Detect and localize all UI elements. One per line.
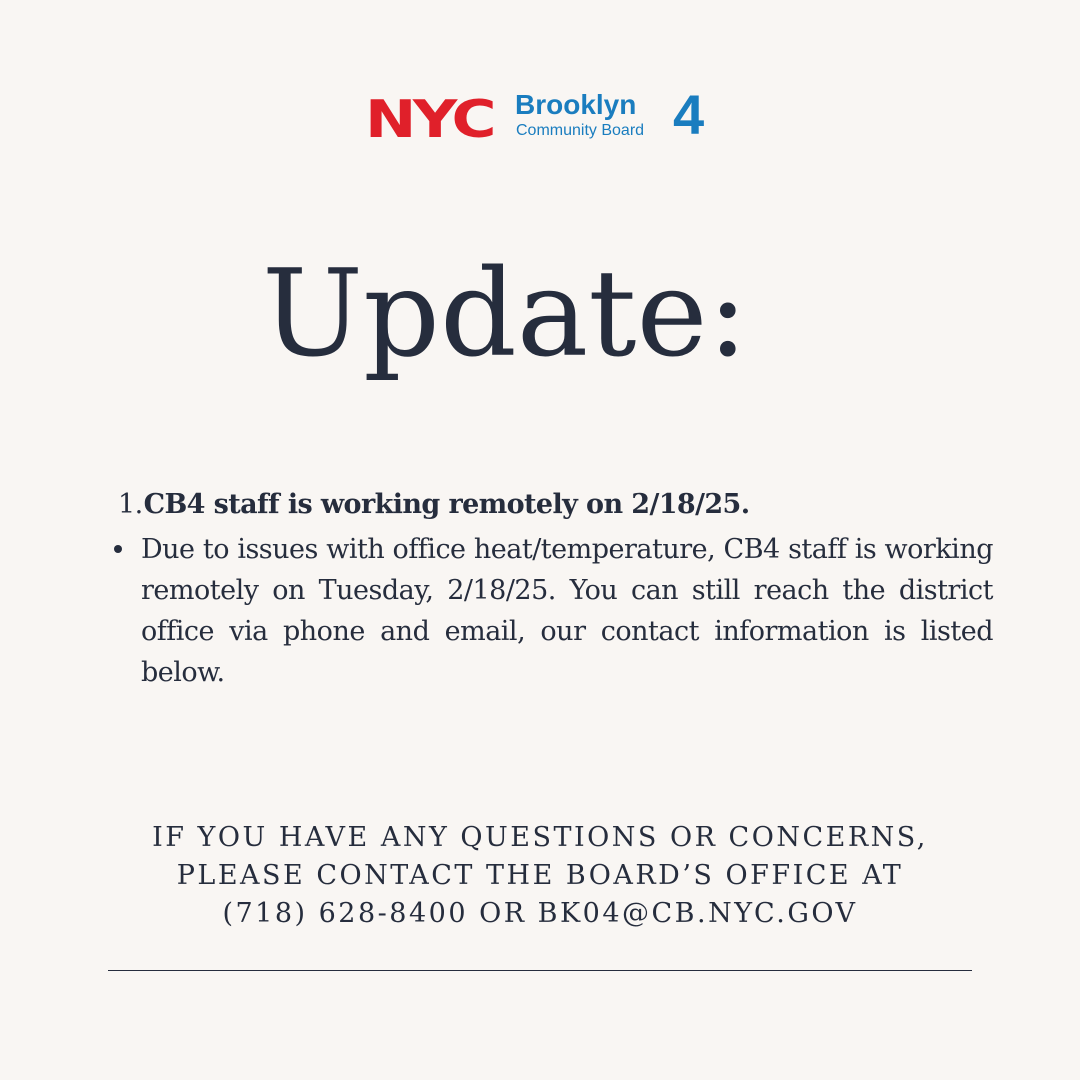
list-item-title [118, 486, 750, 524]
contact-line-3: (718) 628-8400 OR BK04@CB.NYC.GOV [222, 898, 858, 929]
list-item-number: 1. [118, 489, 143, 520]
contact-line-2: PLEASE CONTACT THE BOARD’S OFFICE AT [176, 860, 904, 891]
bullet-icon [114, 545, 122, 553]
contact-notice [60, 819, 1020, 933]
list-item-title-text: CB4 staff is working remotely on 2/18/25. [143, 489, 750, 520]
logo-borough-name: Brooklyn [515, 89, 637, 120]
contact-line-1: IF YOU HAVE ANY QUESTIONS OR CONCERNS, [152, 822, 928, 853]
page-title: Update: [262, 245, 748, 384]
logo-subtitle: Community Board [516, 122, 645, 139]
divider [108, 970, 972, 971]
list-item-body: Due to issues with office heat/temperature, CB4 staff is working remotely on Tuesday, 2/18/25. You can still reach the district office via phone and email, our contact information is listed below. [141, 534, 993, 688]
logo-board-number: 4 [673, 83, 705, 146]
community-board-logo [365, 83, 715, 150]
nyc-logo-text: NYC [365, 90, 494, 150]
